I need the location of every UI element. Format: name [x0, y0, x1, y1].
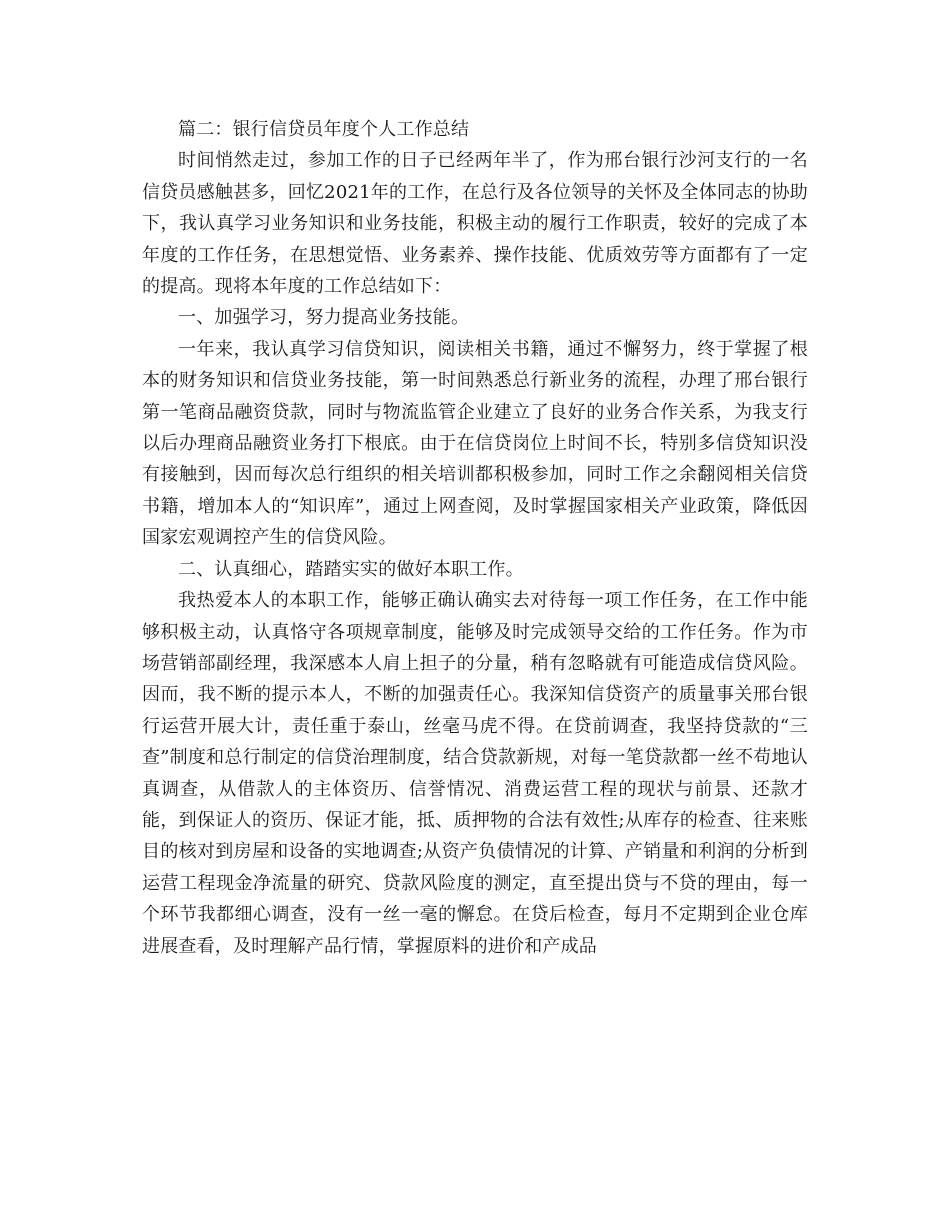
paragraph-intro: 时间悄然走过，参加工作的日子已经两年半了，作为邢台银行沙河支行的一名信贷员感触甚多，回忆2021年的工作，在总行及各位领导的关怀及全体同志的协助下，我认真学习业务知识和业务技能，积极主动的履行工作职责，较好的完成了本年度的工作任务，在思想觉悟、业务素养、操作技能、优质效劳等方面都有了一定的提高。现将本年度的工作总结如下： [142, 150, 808, 298]
document-page [142, 114, 808, 962]
document-title: 篇二：银行信贷员年度个人工作总结 [178, 119, 470, 140]
section-heading-2: 二、认真细心，踏踏实实的做好本职工作。 [178, 558, 524, 580]
paragraph-section-1: 一年来，我认真学习信贷知识，阅读相关书籍，通过不懈努力，终于掌握了根本的财务知识和信贷业务技能，第一时间熟悉总行新业务的流程，办理了邢台银行第一笔商品融资贷款，同时与物流监管企业建立了良好的业务合作关系，为我支行以后办理商品融资业务打下根底。由于在信贷岗位上时间不长，特别多信贷知识没有接触到，因而每次总行组织的相关培训都积极参加，同时工作之余翻阅相关信贷书籍，增加本人的“知识库”，通过上网查阅，及时掌握国家相关产业政策，降低因国家宏观调控产生的信贷风险。 [142, 338, 808, 549]
paragraph-section-2: 我热爱本人的本职工作，能够正确认确实去对待每一项工作任务，在工作中能够积极主动，认真恪守各项规章制度，能够及时完成领导交给的工作任务。作为市场营销部副经理，我深感本人肩上担子的分量，稍有忽略就有可能造成信贷风险。因而，我不断的提示本人，不断的加强责任心。我深知信贷资产的质量事关邢台银行运营开展大计，责任重于泰山，丝毫马虎不得。在贷前调查，我坚持贷款的“三查”制度和总行制定的信贷治理制度，结合贷款新规，对每一笔贷款都一丝不苟地认真调查，从借款人的主体资历、信誉情况、消费运营工程的现状与前景、还款才能，到保证人的资历、保证才能，抵、质押物的合法有效性;从库存的检查、往来账目的核对到房屋和设备的实地调查;从资产负债情况的计算、产销量和利润的分析到运营工程现金净流量的研究、贷款风险度的测定，直至提出贷与不贷的理由，每一个环节我都细心调查，没有一丝一毫的懈怠。在贷后检查，每月不定期到企业仓库进展查看，及时理解产品行情，掌握原料的进价和产成品 [142, 590, 808, 957]
section-heading-1: 一、加强学习，努力提高业务技能。 [178, 307, 470, 329]
